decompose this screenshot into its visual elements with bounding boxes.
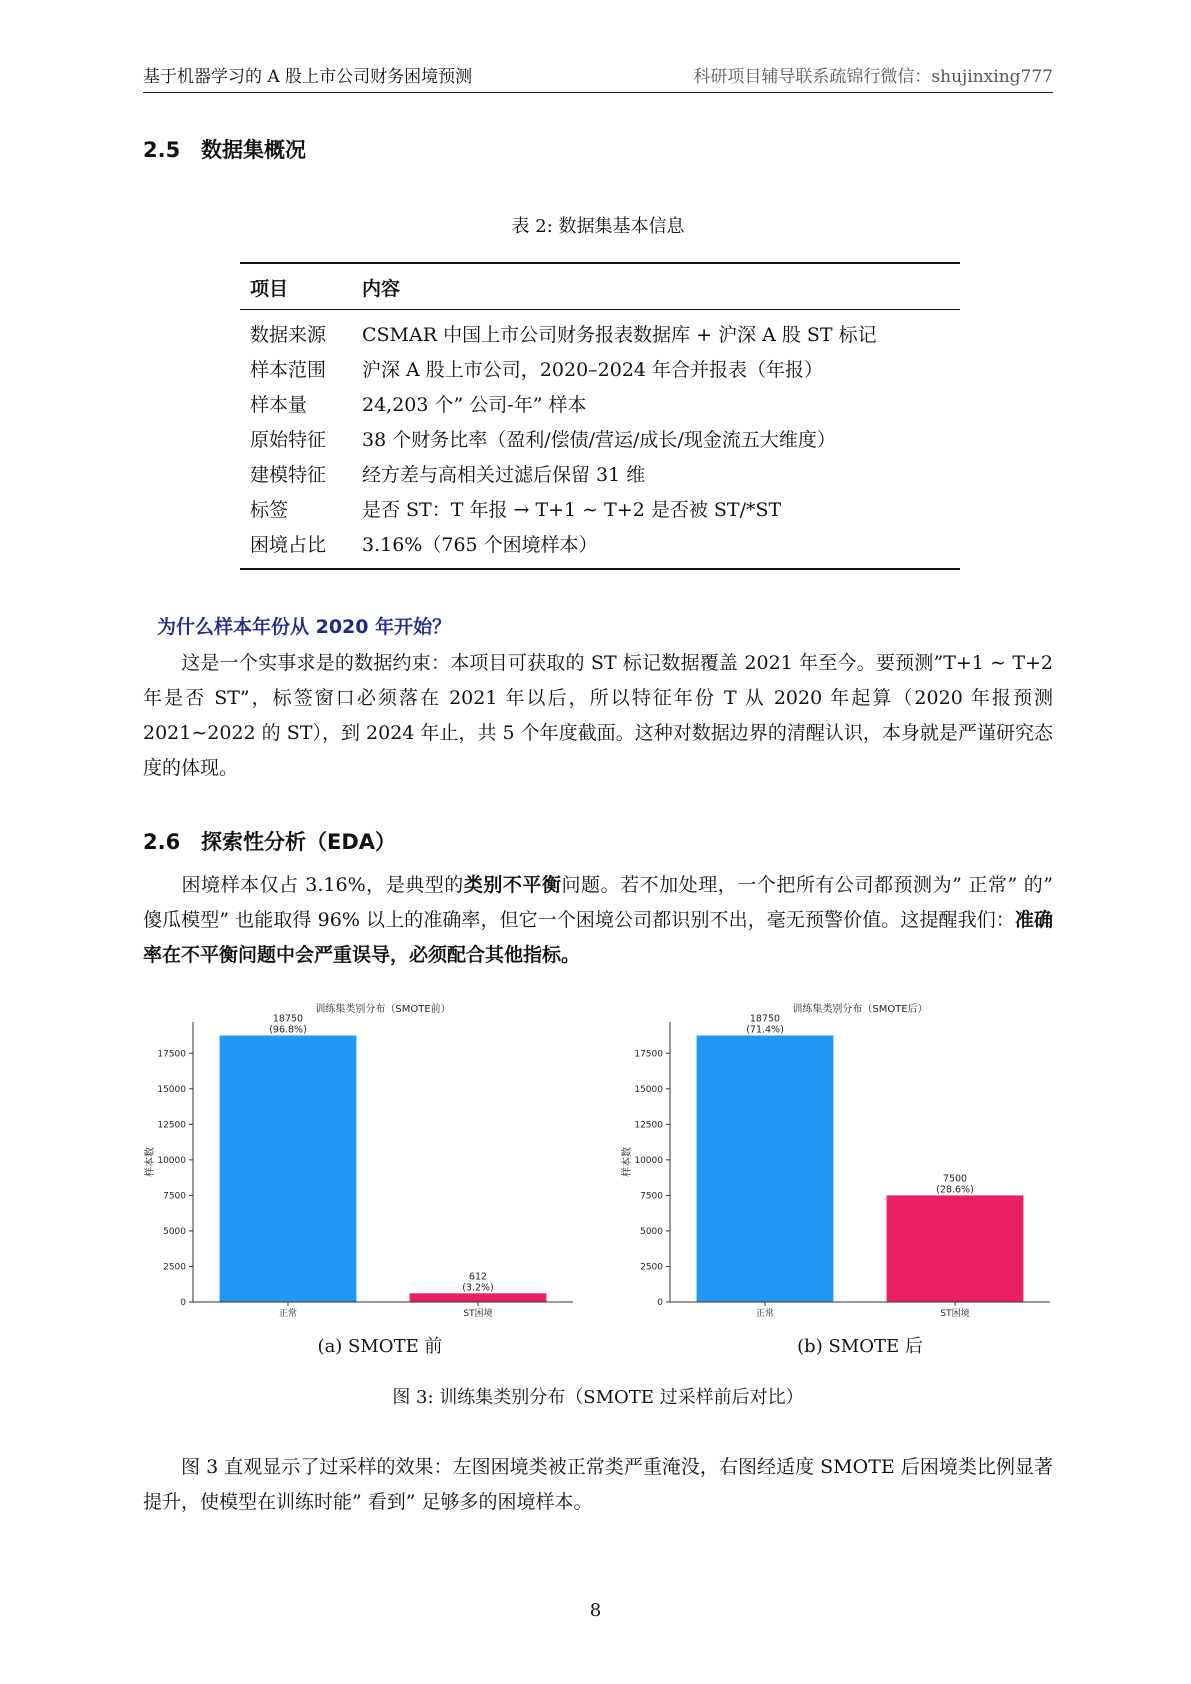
y-tick-label: 12500 bbox=[634, 1120, 663, 1131]
row-label: 样本量 bbox=[250, 394, 308, 416]
row-value: 经方差与高相关过滤后保留 31 维 bbox=[362, 464, 646, 486]
y-tick-label: 10000 bbox=[634, 1155, 663, 1166]
section-title: 探索性分析（EDA） bbox=[201, 830, 397, 854]
table-row bbox=[240, 310, 960, 354]
y-tick-label: 10000 bbox=[157, 1155, 186, 1166]
bar-chart-after bbox=[620, 994, 1060, 1324]
section-number: 2.5 bbox=[143, 138, 181, 162]
y-tick-label: 2500 bbox=[640, 1262, 663, 1273]
row-label: 数据来源 bbox=[250, 324, 327, 346]
bar bbox=[887, 1195, 1024, 1302]
table-row bbox=[240, 528, 960, 569]
row-label: 建模特征 bbox=[250, 464, 327, 486]
bar-value-label: 612 bbox=[468, 1271, 488, 1283]
section-title: 数据集概况 bbox=[201, 138, 306, 162]
y-tick-label: 5000 bbox=[640, 1226, 663, 1237]
bar-percent-label: (3.2%) bbox=[462, 1282, 494, 1294]
page-number: 8 bbox=[589, 1600, 602, 1621]
bar bbox=[697, 1036, 834, 1302]
y-tick-label: 12500 bbox=[157, 1120, 186, 1131]
bar-value-label: 18750 bbox=[272, 1013, 304, 1025]
question-heading: 为什么样本年份从 2020 年开始？ bbox=[157, 616, 452, 638]
header-title: 基于机器学习的 A 股上市公司财务困境预测 bbox=[143, 67, 473, 87]
section-number: 2.6 bbox=[143, 830, 181, 854]
table-header-item: 项目 bbox=[250, 278, 289, 300]
table-row bbox=[240, 493, 960, 528]
chart-after-smote bbox=[620, 994, 1060, 1324]
bar-value-label: 18750 bbox=[749, 1013, 781, 1025]
table-row bbox=[240, 423, 960, 458]
eda-bold-2: 准确率在不平衡问题中会严重误导，必须配合其他指标。 bbox=[143, 909, 1053, 966]
header-contact: 科研项目辅导联系疏锦行微信：shujinxing777 bbox=[693, 67, 1053, 87]
bar bbox=[220, 1036, 357, 1302]
table-caption: 表 2: 数据集基本信息 bbox=[511, 216, 685, 237]
bar bbox=[410, 1293, 547, 1302]
table-header-content: 内容 bbox=[362, 278, 401, 300]
eda-bold-1: 类别不平衡 bbox=[463, 874, 562, 896]
eda-text-1: 困境样本仅占 3.16%，是典型的 bbox=[181, 874, 464, 896]
y-tick-label: 0 bbox=[180, 1298, 186, 1308]
dataset-info-table bbox=[240, 262, 960, 570]
figure-caption: 图 3: 训练集类别分布（SMOTE 过采样前后对比） bbox=[392, 1387, 804, 1408]
row-value: CSMAR 中国上市公司财务报表数据库 + 沪深 A 股 ST 标记 bbox=[362, 324, 877, 346]
row-value: 沪深 A 股上市公司，2020–2024 年合并报表（年报） bbox=[362, 359, 824, 381]
running-header bbox=[143, 66, 1053, 93]
row-value: 24,203 个” 公司-年” 样本 bbox=[362, 394, 587, 416]
y-tick-label: 15000 bbox=[634, 1084, 663, 1095]
x-tick-label: 正常 bbox=[755, 1309, 775, 1319]
row-label: 困境占比 bbox=[250, 534, 327, 556]
closing-text: 图 3 直观显示了过采样的效果：左图困境类被正常类严重淹没，右图经适度 SMOTE 后困境类比例显著提升，使模型在训练时能” 看到” 足够多的困境样本。 bbox=[143, 1456, 1053, 1513]
closing-paragraph bbox=[143, 1450, 1053, 1520]
bar-percent-label: (71.4%) bbox=[746, 1024, 784, 1036]
bar-chart-before bbox=[143, 994, 583, 1324]
bar-value-label: 7500 bbox=[942, 1173, 968, 1185]
table-header-row bbox=[240, 263, 960, 310]
row-value: 3.16%（765 个困境样本） bbox=[362, 534, 598, 556]
table-row bbox=[240, 458, 960, 493]
y-tick-label: 5000 bbox=[163, 1226, 186, 1237]
y-tick-label: 17500 bbox=[634, 1049, 663, 1060]
row-label: 原始特征 bbox=[250, 429, 327, 451]
y-tick-label: 2500 bbox=[163, 1262, 186, 1273]
section-heading-2-6 bbox=[143, 826, 396, 856]
subcaption-b: (b) SMOTE 后 bbox=[797, 1336, 923, 1357]
y-axis-label: 样本数 bbox=[145, 1147, 156, 1177]
y-tick-label: 7500 bbox=[163, 1191, 186, 1202]
bar-percent-label: (96.8%) bbox=[269, 1024, 307, 1036]
question-body: 这是一个实事求是的数据约束：本项目可获取的 ST 标记数据覆盖 2021 年至今。要预测”T+1 ∼ T+2 年是否 ST”，标签窗口必须落在 2021 年以后，所以特征年份 T 从 2020 年起算（2020 年报预测 2021∼2022 的 ST），到 2024 年止，共 5 个年度截面。这种对数据边界的清醒认识，本身就是严谨研究态度的体现。 bbox=[143, 652, 1053, 779]
x-tick-label: ST困境 bbox=[940, 1309, 970, 1319]
chart-title: 训练集类别分布（SMOTE后） bbox=[792, 1004, 928, 1015]
y-tick-label: 7500 bbox=[640, 1191, 663, 1202]
table-row bbox=[240, 353, 960, 388]
y-tick-label: 0 bbox=[657, 1298, 663, 1308]
table-row bbox=[240, 388, 960, 423]
row-value: 38 个财务比率（盈利/偿债/营运/成长/现金流五大维度） bbox=[362, 429, 836, 451]
row-label: 标签 bbox=[250, 499, 289, 521]
eda-paragraph bbox=[143, 868, 1053, 973]
question-paragraph bbox=[143, 646, 1053, 786]
eda-text-2: 问题。若不加处理，一个把所有公司都预测为” 正常” 的” 傻瓜模型” 也能取得 96% 以上的准确率，但它一个困境公司都识别不出，毫无预警价值。这提醒我们： bbox=[143, 874, 1053, 931]
row-label: 样本范围 bbox=[250, 359, 327, 381]
section-heading-2-5 bbox=[143, 134, 306, 164]
y-axis-label: 样本数 bbox=[622, 1147, 633, 1177]
x-tick-label: ST困境 bbox=[463, 1309, 493, 1319]
x-tick-label: 正常 bbox=[278, 1309, 298, 1319]
bar-percent-label: (28.6%) bbox=[936, 1184, 974, 1196]
chart-title: 训练集类别分布（SMOTE前） bbox=[315, 1004, 451, 1015]
subcaption-a: (a) SMOTE 前 bbox=[317, 1336, 443, 1357]
row-value: 是否 ST：T 年报 → T+1 ∼ T+2 是否被 ST/*ST bbox=[362, 499, 782, 521]
chart-before-smote bbox=[143, 994, 583, 1324]
y-tick-label: 15000 bbox=[157, 1084, 186, 1095]
y-tick-label: 17500 bbox=[157, 1049, 186, 1060]
